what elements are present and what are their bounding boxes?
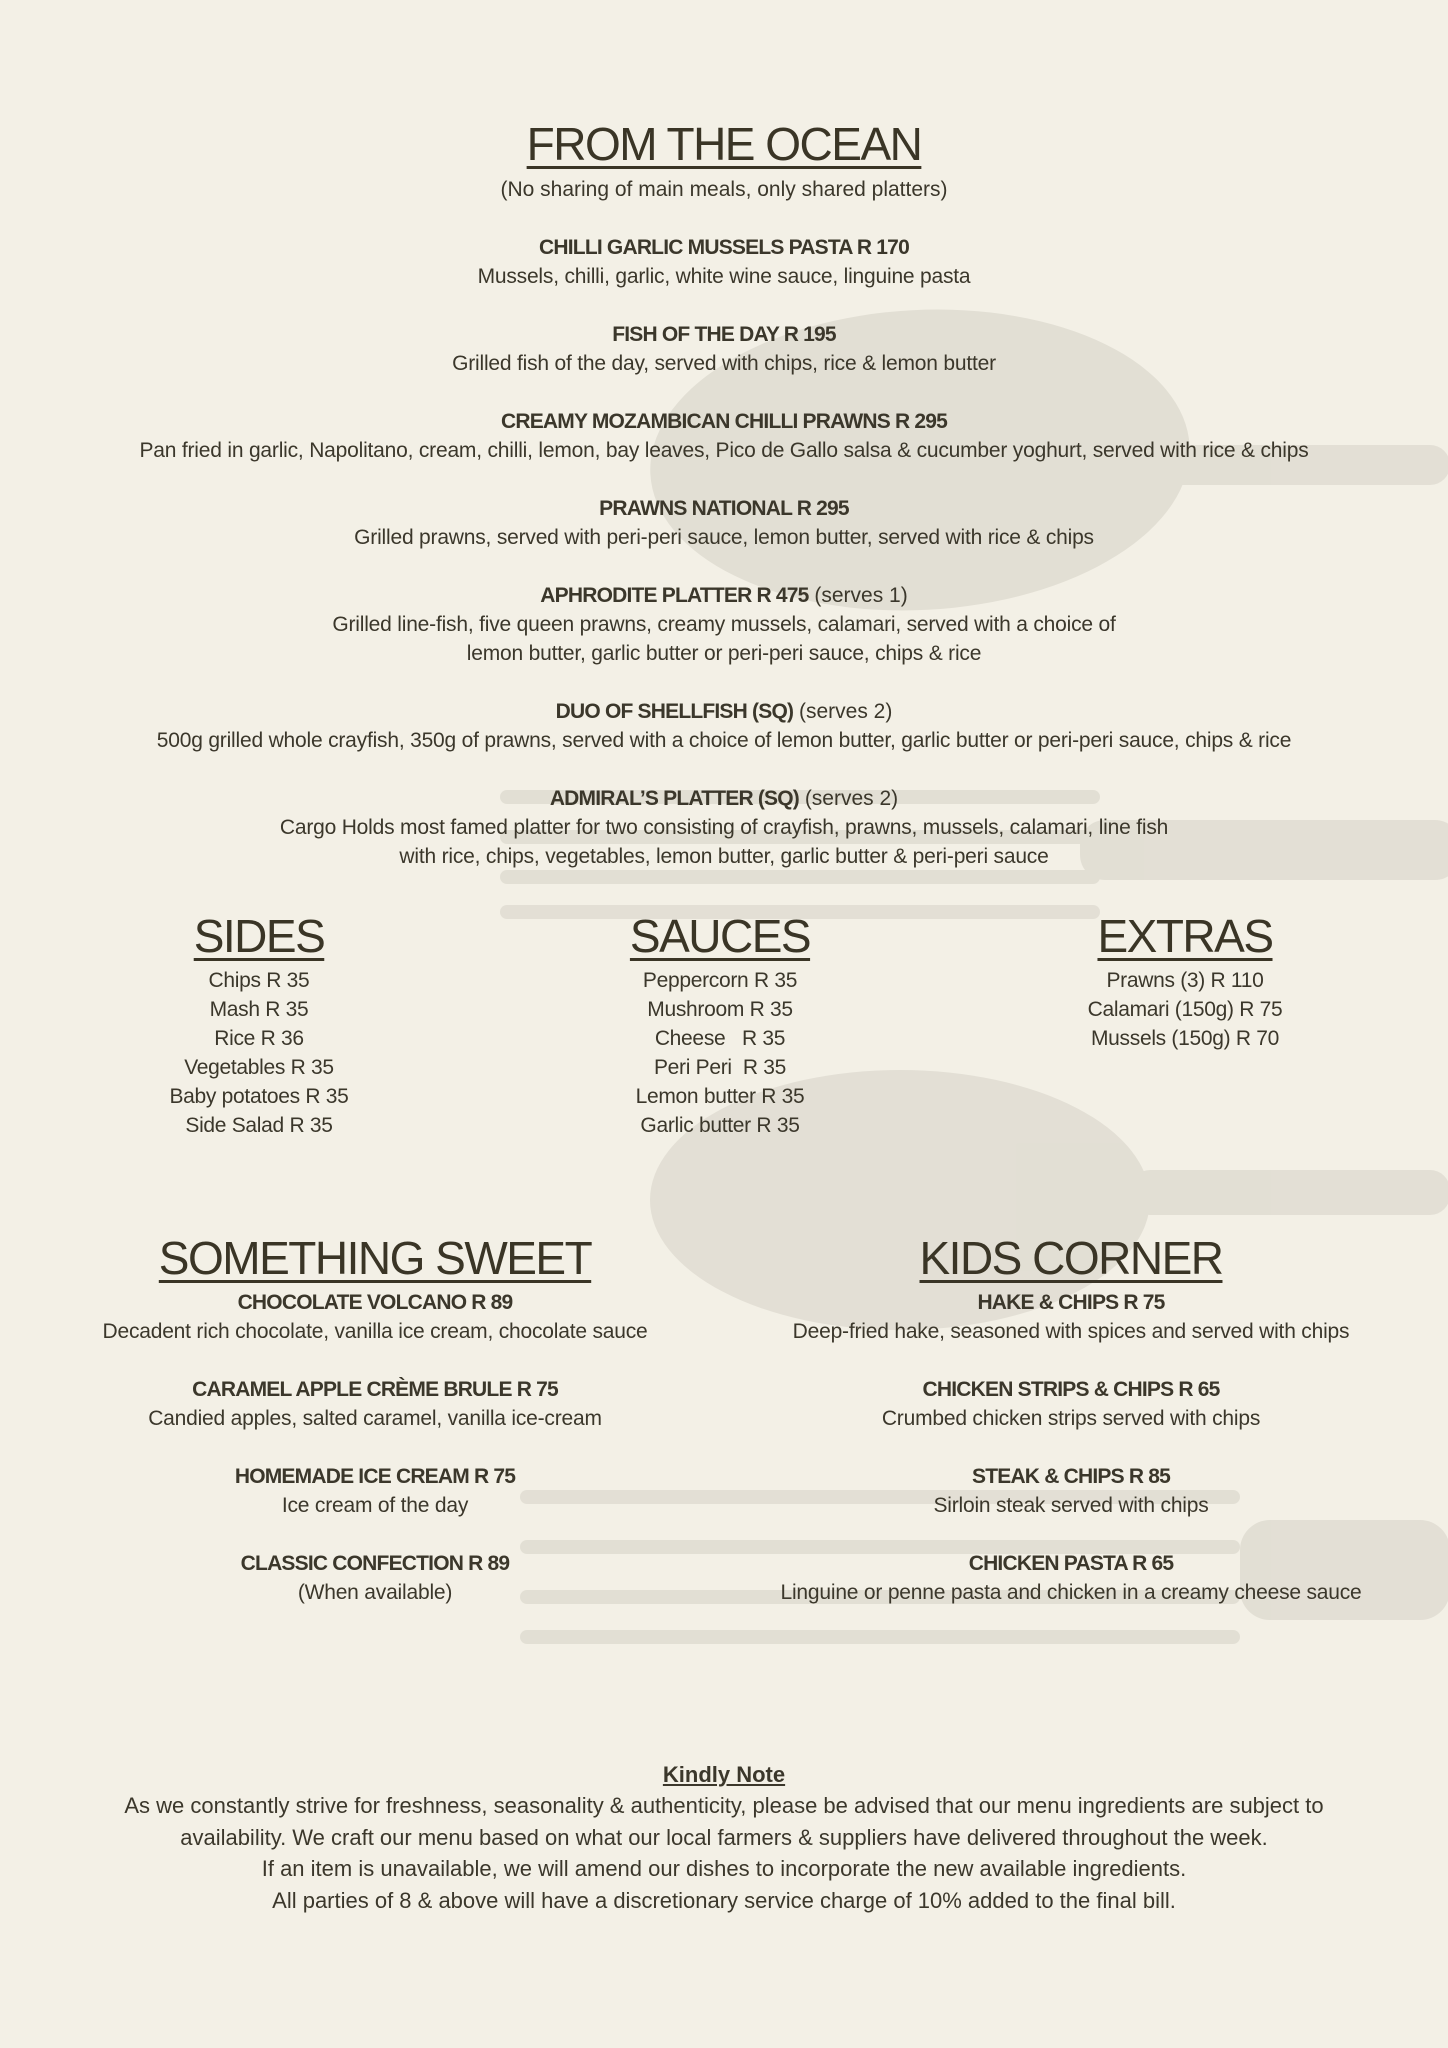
menu-item-description: Grilled prawns, served with peri-peri sauce, lemon butter, served with rice & chips: [354, 526, 1094, 549]
menu-item-name: CHOCOLATE VOLCANO R 89: [237, 1291, 513, 1314]
sauces-item: Garlic butter R 35: [640, 1114, 800, 1137]
menu-item-description: Cargo Holds most famed platter for two consisting of crayfish, prawns, mussels, calamari, line fish: [279, 816, 1169, 839]
menu-item-description: Crumbed chicken strips served with chips: [881, 1407, 1261, 1430]
kindly-note-line: If an item is unavailable, we will amend our dishes to incorporate the new available ingredients.: [261, 1856, 1187, 1881]
extras-item: Prawns (3) R 110: [1106, 969, 1264, 992]
kindly-note-line: As we constantly strive for freshness, seasonality & authenticity, please be advised that our menu ingredients are subject to: [124, 1793, 1324, 1818]
menu-item-description: Deep-fried hake, seasoned with spices and served with chips: [792, 1320, 1350, 1343]
menu-item: [0, 320, 1448, 378]
menu-item-description: Ice cream of the day: [281, 1494, 469, 1517]
section-title-sides: SIDES: [193, 910, 325, 962]
menu-item: [55, 1375, 695, 1433]
ocean-subtitle: (No sharing of main meals, only shared platters): [500, 178, 948, 201]
sides-item: Rice R 36: [214, 1027, 304, 1050]
menu-item-description: 500g grilled whole crayfish, 350g of prawns, served with a choice of lemon butter, garlic butter or peri-peri sauce, chips & rice: [156, 729, 1292, 752]
section-title-ocean: FROM THE OCEAN: [526, 118, 922, 170]
menu-item-description: Decadent rich chocolate, vanilla ice cream, chocolate sauce: [102, 1320, 648, 1343]
menu-item-name: STEAK & CHIPS R 85: [972, 1465, 1170, 1488]
menu-item-title: CHILLI GARLIC MUSSELS PASTA R 170: [539, 236, 909, 259]
sides-item: Vegetables R 35: [184, 1056, 334, 1079]
menu-item-name: HOMEMADE ICE CREAM R 75: [234, 1465, 516, 1488]
menu-item: [751, 1462, 1391, 1520]
menu-item-description: with rice, chips, vegetables, lemon butter, garlic butter & peri-peri sauce: [399, 845, 1049, 868]
menu-item-name: CHICKEN PASTA R 65: [968, 1552, 1174, 1575]
menu-item-name: [0, 581, 1448, 610]
menu-item-description: lemon butter, garlic butter or peri-peri sauce, chips & rice: [466, 642, 982, 665]
menu-item-name: [0, 233, 1448, 262]
menu-item-name: [0, 407, 1448, 436]
ocean-section: [0, 118, 1448, 900]
menu-item-name: [0, 494, 1448, 523]
menu-item-title: FISH OF THE DAY R 195: [612, 323, 836, 346]
menu-item-serves: (serves 1): [808, 584, 908, 607]
menu-item-name: [0, 697, 1448, 726]
kindly-note-line: All parties of 8 & above will have a discretionary service charge of 10% added to the final bill.: [272, 1887, 1176, 1913]
menu-item-title: DUO OF SHELLFISH (SQ): [555, 700, 794, 723]
menu-item-description: Candied apples, salted caramel, vanilla ice-cream: [148, 1407, 602, 1430]
sauces-item: Peppercorn R 35: [642, 969, 798, 992]
menu-item-description: Grilled line-fish, five queen prawns, creamy mussels, calamari, served with a choice of: [332, 613, 1116, 636]
menu-item-title: ADMIRAL’S PLATTER (SQ): [549, 787, 799, 810]
kindly-note-line: availability. We craft our menu based on what our local farmers & suppliers have delivered throughout the week.: [180, 1824, 1268, 1850]
sauces-section: [570, 910, 870, 1140]
menu-item-name: CLASSIC CONFECTION R 89: [240, 1552, 510, 1575]
menu-item-name: HAKE & CHIPS R 75: [977, 1291, 1165, 1314]
menu-item-serves: (serves 2): [793, 700, 893, 723]
sauces-item: Lemon butter R 35: [635, 1085, 805, 1108]
menu-item: [751, 1375, 1391, 1433]
sweet-section: [55, 1232, 695, 1636]
menu-item: [0, 407, 1448, 465]
sides-item: Chips R 35: [208, 969, 310, 992]
sauces-item: Mushroom R 35: [647, 998, 793, 1021]
menu-item-name: [0, 320, 1448, 349]
extras-item: Calamari (150g) R 75: [1087, 998, 1283, 1021]
sauces-item: Peri Peri R 35: [653, 1056, 787, 1079]
menu-item-description: Sirloin steak served with chips: [933, 1494, 1209, 1517]
sauces-item: Cheese R 35: [654, 1027, 786, 1050]
menu-item: [0, 697, 1448, 755]
section-title-kids: KIDS CORNER: [919, 1232, 1223, 1284]
menu-item-title: PRAWNS NATIONAL R 295: [599, 497, 849, 520]
menu-item: [751, 1549, 1391, 1607]
menu-item-title: CREAMY MOZAMBICAN CHILLI PRAWNS R 295: [500, 410, 948, 433]
menu-item-description: Linguine or penne pasta and chicken in a creamy cheese sauce: [780, 1581, 1362, 1604]
extras-section: [1035, 910, 1335, 1053]
menu-item: [55, 1549, 695, 1607]
sides-item: Baby potatoes R 35: [169, 1085, 349, 1108]
menu-item: [0, 233, 1448, 291]
menu-item-name: [0, 784, 1448, 813]
menu-item-description: Grilled fish of the day, served with chips, rice & lemon butter: [452, 352, 996, 375]
menu-item-title: APHRODITE PLATTER R 475: [540, 584, 809, 607]
menu-item-name: CARAMEL APPLE CRÈME BRULE R 75: [192, 1378, 558, 1401]
sides-section: [109, 910, 409, 1140]
menu-item: [0, 581, 1448, 668]
menu-item: [0, 494, 1448, 552]
section-title-extras: EXTRAS: [1097, 910, 1273, 962]
menu-item-description: Pan fried in garlic, Napolitano, cream, chilli, lemon, bay leaves, Pico de Gallo salsa & cucumber yoghurt, served with rice & chips: [139, 439, 1309, 462]
menu-item: [0, 784, 1448, 871]
kindly-note-section: [0, 1760, 1448, 1916]
menu-item-serves: (serves 2): [798, 787, 899, 810]
kids-section: [751, 1232, 1391, 1636]
spoon-handle-lower: [1130, 1170, 1448, 1215]
menu-item-description: Mussels, chilli, garlic, white wine sauce, linguine pasta: [477, 265, 971, 288]
menu-item: [751, 1288, 1391, 1346]
section-title-sauces: SAUCES: [629, 910, 811, 962]
section-title-sweet: SOMETHING SWEET: [158, 1232, 592, 1284]
menu-item: [55, 1288, 695, 1346]
menu-item: [55, 1462, 695, 1520]
kindly-note-title: Kindly Note: [662, 1762, 786, 1787]
menu-item-description: (When available): [297, 1581, 453, 1604]
sides-item: Side Salad R 35: [185, 1114, 333, 1137]
sides-item: Mash R 35: [209, 998, 309, 1021]
menu-item-name: CHICKEN STRIPS & CHIPS R 65: [922, 1378, 1220, 1401]
extras-item: Mussels (150g) R 70: [1090, 1027, 1280, 1050]
